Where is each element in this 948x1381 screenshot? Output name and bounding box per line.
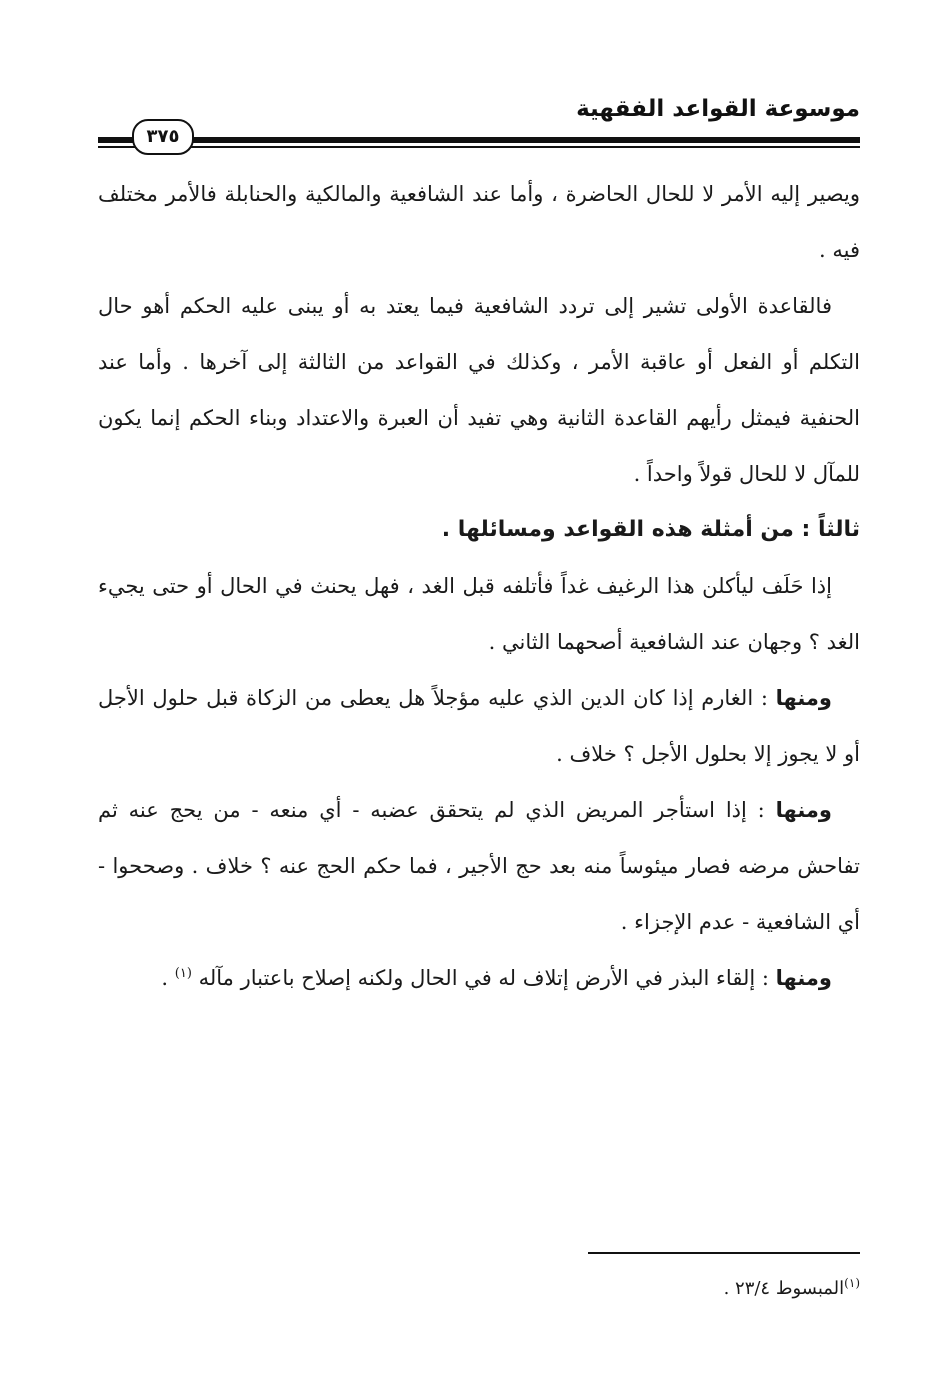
paragraph-text: : إذا استأجر المريض الذي لم يتحقق عضبه - أي منعه - من يحج عنه ثم تفاحش مرضه فصار ميئوساً منه بعد حج الأجير ، فما حكم الحج عنه ؟ خلاف . وصححوا - أي الشافعية - عدم الإجزاء . <box>98 798 860 934</box>
footnote <box>724 1276 860 1299</box>
paragraph-lead: ومنها <box>775 686 832 710</box>
body-text <box>98 166 860 1006</box>
section-heading: ثالثاً : من أمثلة هذه القواعد ومسائلها . <box>441 517 860 542</box>
header-rule-thick <box>98 137 860 143</box>
paragraph-lead: ومنها <box>775 966 832 990</box>
paragraph-end: . <box>161 966 175 990</box>
paragraph-lead: ومنها <box>775 798 832 822</box>
paragraph <box>98 670 860 782</box>
paragraph <box>98 782 860 950</box>
paragraph: إذا حَلَف ليأكلن هذا الرغيف غداً فأتلفه قبل الغد ، فهل يحنث في الحال أو حتى يجيء الغد ؟ وجهان عند الشافعية أصحهما الثاني . <box>98 574 860 654</box>
paragraph-text: : إلقاء البذر في الأرض إتلاف له في الحال ولكنه إصلاح باعتبار مآله <box>198 966 776 990</box>
footnote-number: (١) <box>844 1276 860 1290</box>
paragraph-text: : الغارم إذا كان الدين الذي عليه مؤجلاً هل يعطى من الزكاة قبل حلول الأجل أو لا يجوز إلا بحلول الأجل ؟ خلاف . <box>98 686 860 766</box>
paragraph: فالقاعدة الأولى تشير إلى تردد الشافعية فيما يعتد به أو يبنى عليه الحكم أهو حال التكلم أو الفعل أو عاقبة الأمر ، وكذلك في القواعد من الثالثة إلى آخرها . وأما عند الحنفية فيمثل رأيهم القاعدة الثانية وهي تفيد أن العبرة والاعتداد وبناء الحكم إنما يكون للمآل لا للحال قولاً واحداً . <box>98 294 860 486</box>
footnote-separator <box>588 1252 860 1254</box>
running-header-title: موسوعة القواعد الفقهية <box>576 96 860 122</box>
page-number: ٣٧٥ <box>132 119 194 155</box>
paragraph <box>98 950 860 1006</box>
paragraph: ويصير إليه الأمر لا للحال الحاضرة ، وأما عند الشافعية والمالكية والحنابلة فالأمر مختلف فيه . <box>98 182 860 262</box>
footnote-text: المبسوط ٢٣/٤ . <box>723 1278 845 1299</box>
header-rule-thin <box>98 146 860 148</box>
footnote-reference[interactable]: (١) <box>174 966 192 981</box>
